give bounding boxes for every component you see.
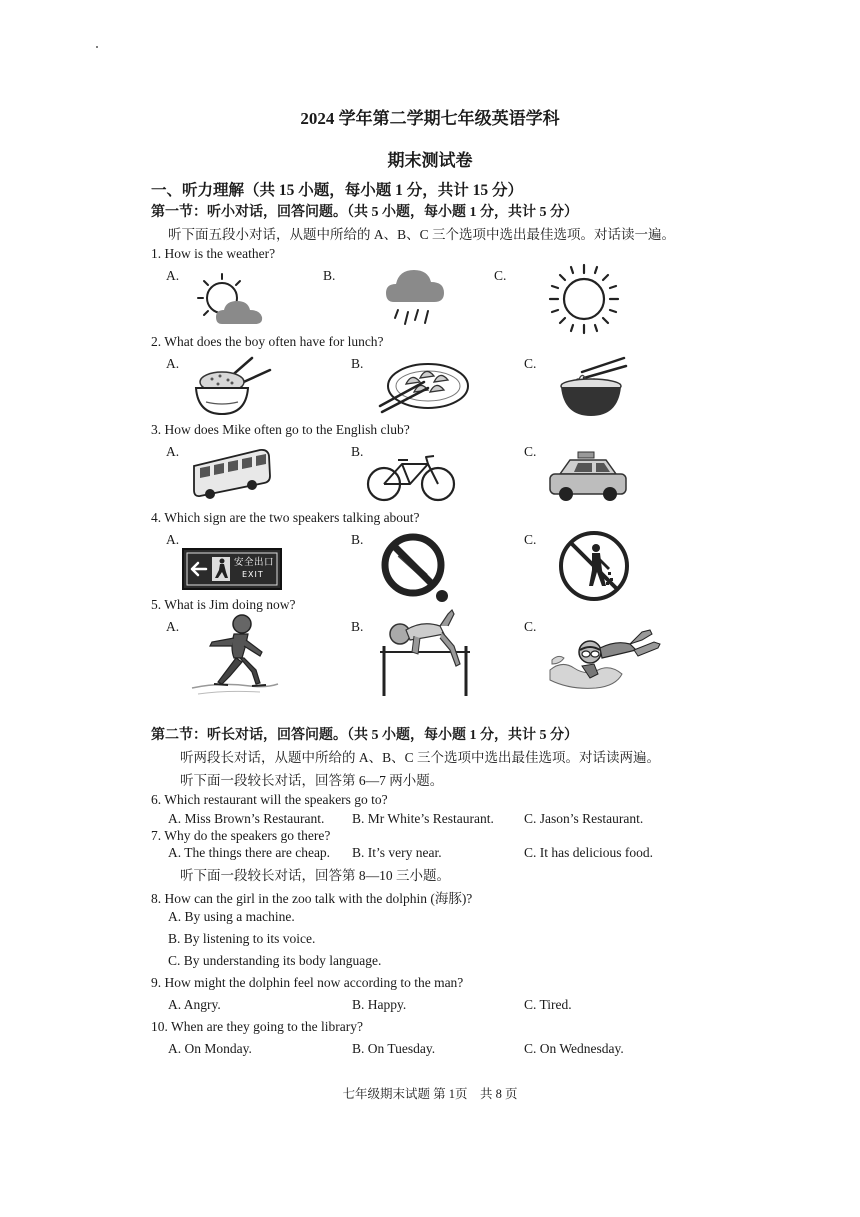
bicycle-icon: [366, 452, 456, 504]
question-8: 8. How can the girl in the zoo talk with the dolphin (海豚)?: [151, 891, 473, 906]
exam-title: 2024 学年第二学期七年级英语学科: [300, 109, 560, 128]
section2-dialogue1-instruction: 听下面一段较长对话，回答第 6—7 两小题。: [180, 773, 444, 788]
sun-cloud-icon: [192, 268, 272, 330]
exit-sign: [182, 548, 282, 590]
q8-option-c: C. By understanding its body language.: [168, 953, 382, 968]
q9-option-a: A. Angry.: [168, 997, 221, 1012]
q9-option-b: B. Happy.: [352, 997, 407, 1012]
q6-option-c: C. Jason’s Restaurant.: [524, 811, 644, 826]
exit-sign-cn-label: 安全出口: [234, 557, 275, 568]
q3-option-b: B.: [351, 444, 364, 459]
section2-instruction: 听两段长对话，从题中所给的 A、B、C 三个选项中选出最佳选项。对话读两遍。: [180, 750, 661, 765]
q2-option-a: A.: [166, 356, 180, 371]
q5-option-c: C.: [524, 619, 537, 634]
taxi-car-icon: [546, 448, 630, 506]
part1-heading: 一、听力理解（共 15 小题，每小题 1 分，共计 15 分）: [151, 182, 524, 199]
section1-instruction: 听下面五段小对话，从题中所给的 A、B、C 三个选项中选出最佳选项。对话读一遍。: [168, 227, 676, 242]
q5-option-a: A.: [166, 619, 180, 634]
question-2: 2. What does the boy often have for lunch?: [151, 334, 384, 349]
q4-option-b: B.: [351, 532, 364, 547]
q1-option-c: C.: [494, 268, 507, 283]
bus-icon: [190, 444, 274, 502]
q4-option-a: A.: [166, 532, 180, 547]
q8-option-a: A. By using a machine.: [168, 909, 295, 924]
swimmer-icon: [546, 614, 666, 698]
q1-option-b: B.: [323, 268, 336, 283]
q7-option-a: A. The things there are cheap.: [168, 845, 331, 860]
section2-heading: 第二节：听长对话，回答问题。（共 5 小题，每小题 1 分，共计 5 分）: [151, 728, 578, 743]
q5-option-b: B.: [351, 619, 364, 634]
page-footer: 七年级期末试题 第 1页 共 8 页: [342, 1087, 518, 1101]
q4-option-c: C.: [524, 532, 537, 547]
question-7: 7. Why do the speakers go there?: [151, 828, 331, 843]
question-4: 4. Which sign are the two speakers talking about?: [151, 510, 420, 525]
q10-option-c: C. On Wednesday.: [524, 1041, 624, 1056]
no-littering-sign-icon: [556, 528, 632, 604]
question-3: 3. How does Mike often go to the English club?: [151, 422, 410, 437]
skater-icon: [190, 612, 280, 696]
q10-option-a: A. On Monday.: [168, 1041, 252, 1056]
question-9: 9. How might the dolphin feel now according to the man?: [151, 975, 464, 990]
question-1: 1. How is the weather?: [151, 246, 276, 261]
question-10: 10. When are they going to the library?: [151, 1019, 363, 1034]
high-jump-icon: [378, 606, 474, 698]
scan-speck: [96, 46, 98, 48]
dumplings-plate-icon: [376, 356, 472, 414]
q7-option-c: C. It has delicious food.: [524, 845, 653, 860]
section2-dialogue2-instruction: 听下面一段较长对话，回答第 8—10 三小题。: [180, 868, 450, 883]
question-6: 6. Which restaurant will the speakers go to?: [151, 792, 388, 807]
section1-heading: 第一节：听小对话，回答问题。（共 5 小题，每小题 1 分，共计 5 分）: [151, 205, 578, 220]
noodle-bowl-icon: [554, 354, 628, 420]
exam-subtitle: 期末测试卷: [387, 151, 473, 170]
q1-option-a: A.: [166, 268, 180, 283]
exit-sign-en-label: EXIT: [242, 570, 264, 579]
q6-option-a: A. Miss Brown’s Restaurant.: [168, 811, 325, 826]
q2-option-b: B.: [351, 356, 364, 371]
q10-option-b: B. On Tuesday.: [352, 1041, 436, 1056]
q7-option-b: B. It’s very near.: [352, 845, 442, 860]
sun-icon: [547, 262, 621, 336]
q3-option-c: C.: [524, 444, 537, 459]
q3-option-a: A.: [166, 444, 180, 459]
q6-option-b: B. Mr White’s Restaurant.: [352, 811, 494, 826]
rice-bowl-icon: [190, 352, 274, 418]
q8-option-b: B. By listening to its voice.: [168, 931, 316, 946]
no-smoking-sign-icon: [378, 530, 452, 604]
q9-option-c: C. Tired.: [524, 997, 572, 1012]
question-5: 5. What is Jim doing now?: [151, 597, 296, 612]
rain-cloud-icon: [384, 262, 446, 330]
q2-option-c: C.: [524, 356, 537, 371]
